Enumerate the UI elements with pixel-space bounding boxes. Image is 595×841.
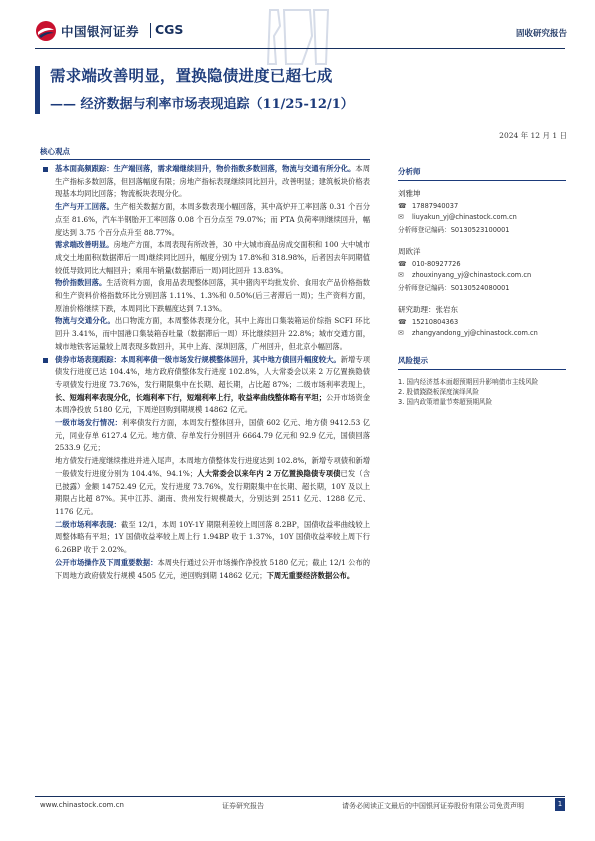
paragraph-text-tail: 公开市场资金本周净投放 5180 亿元，下周逆回购到期规模 14862 亿元。 (55, 392, 371, 415)
paragraph (55, 354, 370, 418)
bullet-marker (43, 358, 48, 363)
brand-name-cn: 中国银河证券 (61, 24, 140, 39)
risk-item: 3. 国内政策增量节奏超预期风险 (398, 398, 493, 406)
paragraph-heading: 物流与交通分化。 (55, 316, 115, 326)
mail-icon: ✉ (398, 329, 404, 337)
analyst-reg (398, 282, 563, 292)
report-date: 2024 年 12 月 1 日 (499, 131, 567, 140)
email-text[interactable]: zhouxinyang_yj@chinastock.com.cn (412, 271, 532, 279)
paragraph-text: 本周央行通过公开市场操作净投放 5180 亿元；截止 12/1 公布的下周地方政府债发行规模 4505 亿元，逆回购到期 14862 亿元； (55, 557, 371, 580)
paragraph-heading: 物价指数回落。 (55, 278, 107, 288)
phone-text: 17887940037 (412, 202, 459, 210)
assistant-email[interactable] (398, 329, 563, 337)
bullet-marker (43, 167, 48, 172)
reg-text: 分析师登记编码：S0130523100001 (398, 226, 510, 234)
risk-heading: 风险提示 (398, 356, 428, 365)
analyst-name: 周欧洋 (398, 247, 421, 256)
phone-icon: ☎ (398, 318, 407, 326)
mail-icon: ✉ (398, 213, 404, 221)
phone-text: 010-80927726 (412, 260, 461, 268)
paragraph (55, 315, 370, 353)
analyst-phone (398, 260, 563, 268)
paragraph-heading: 基本面高频跟踪：生产端回落，需求端继续回升，物价指数多数回落，物流与交通有所分化。 (55, 164, 356, 173)
paragraph-text: 截至 12/1，本周 10Y-1Y 期限利差较上周回落 8.2BP，国债收益率曲线较上周整体略有平坦；1Y 国债收益率较上周上行 1.94BP 收于 1.37%，10Y 国债收益率较上周下行 6.26BP 收于 2.02%。 (55, 519, 371, 555)
paragraph-text: 地方债发行进度继续推进并进入尾声，本周地方债整体发行进度达到 102.8%，新增专项债和新增一般债发行进度分别为 104.4%、94.1%； (55, 456, 370, 478)
report-title: 需求端改善明显，置换隐债进度已超七成 (50, 66, 333, 85)
analyst-email[interactable] (398, 271, 563, 279)
analyst-email[interactable] (398, 213, 563, 221)
analysts-heading: 分析师 (398, 167, 421, 176)
risk-list (398, 377, 563, 407)
page-number: 1 (555, 798, 565, 811)
paragraph (55, 519, 370, 557)
header-divider (35, 48, 565, 49)
paragraph-emphasis: 人大常委会以来年内 2 万亿置换隐债专项债 (197, 468, 341, 478)
phone-text: 15210804363 (412, 318, 459, 326)
paragraph-heading: 生产与开工回落。 (55, 202, 114, 212)
title-accent-bar (35, 66, 40, 114)
report-type-label: 固收研究报告 (515, 29, 567, 39)
paragraph-text: 房地产方面，本周表现有所改善，30 中大城市商品房成交面积和 100 大中城市成交土地面积(数据滞后一周)继续同比回升，幅度分别为 17.8%和 318.98%，后者因去年同期值较低导致同比大幅回升；乘用车销量(数据滞后一周)同比回升 13.83%。 (55, 240, 371, 275)
paragraph (55, 239, 370, 277)
report-subtitle: —— 经济数据与利率市场表现追踪（11/25-12/1） (50, 97, 354, 112)
mail-icon: ✉ (398, 271, 404, 279)
brand-logo-icon (35, 20, 57, 42)
paragraph-emphasis: 下周无重要经济数据公布。 (266, 570, 355, 580)
paragraph-emphasis: 长、短端利率表现分化，长端利率下行，短端利率上行，收益率曲线整体略有平坦； (55, 392, 327, 402)
paragraph (55, 455, 370, 519)
core-view-label: 核心观点 (40, 147, 70, 156)
footer-website-link[interactable]: www.chinastock.com.cn (40, 801, 124, 809)
footer-doc-type: 证券研究报告 (222, 802, 264, 810)
core-view-body (55, 163, 370, 582)
analyst-reg (398, 224, 563, 234)
paragraph-heading: 二级市场利率表现： (55, 519, 122, 529)
footer-disclaimer: 请务必阅读正文最后的中国银河证券股份有限公司免责声明 (342, 802, 524, 810)
paragraph-text: 出口物流方面，本周整体表现分化，其中上海出口集装箱运价综指 SCFI 环比回升 3.41%，而中国港口集装箱吞吐量（数据滞后一周）环比继续回升 22.8%；城市交通方面，城市地铁客运量较上周表现多数回升，其中上海、深圳回落，广州回升，但北京小幅回落。 (55, 316, 370, 351)
phone-icon: ☎ (398, 202, 407, 210)
core-view-divider (40, 159, 370, 160)
reg-text: 分析师登记编码：S0130524080001 (398, 284, 510, 292)
paragraph (55, 201, 370, 239)
risk-item: 2. 股债跷跷板深度演绎风险 (398, 388, 479, 396)
paragraph-text-tail: 已发（含已披露）金额 14752.49 亿元，发行进度 73.76%，发行期限集中在长期、超长期，10Y 及以上期限占比超 87%。其中江苏、湖南、贵州发行规模最大，分别达到 2511 亿元、1288 亿元、1176 亿元。 (55, 468, 370, 516)
risk-divider (398, 369, 566, 370)
analyst-panel (398, 166, 563, 407)
analysts-divider (398, 180, 566, 181)
email-text[interactable]: zhangyandong_yj@chinastock.com.cn (412, 329, 538, 337)
paragraph (55, 277, 370, 315)
paragraph (55, 417, 370, 455)
paragraph-heading: 公开市场操作及下周重要数据： (55, 557, 158, 567)
analyst-phone (398, 202, 563, 210)
watermark-graphic (262, 6, 332, 68)
paragraph-text: 生活资料方面，食用品表现整体回落，其中猪肉平均批发价、食用农产品价格指数和生产资料价格指数环比分别回落 1.11%、1.3%和 0.50%(后三者滞后一周)；生产资料方面，原油价格继续下跌，本周同比下跌幅度达到 7.13%。 (55, 278, 371, 313)
email-text[interactable]: liuyakun_yj@chinastock.com.cn (412, 213, 517, 221)
paragraph-heading: 债券市场表现跟踪：本周利率债一级市场发行规模整体回升，其中地方债回升幅度较大。 (55, 354, 341, 364)
paragraph (55, 557, 370, 582)
paragraph (55, 163, 370, 201)
risk-item: 1. 国内经济基本面超预期回升影响债市主线风险 (398, 378, 539, 386)
assistant-phone (398, 318, 563, 326)
paragraph-text: 新增专项债发行进度已达 104.4%，地方政府债整体发行进度 102.8%，人大常委会以来 2 万亿置换隐债专项债发行进度 73.76%，发行期限集中在长期、超长期，占比超 87%；二级市场利率表现上， (55, 354, 371, 389)
paragraph-text: 利率债发行方面，本周发行整体回升，国债 602 亿元、地方债 9412.53 亿元，同业存单 6127.4 亿元。地方债、存单发行分别回升 6664.79 亿元和 92.9 亿元，国债回落 2533.9 亿元； (55, 418, 370, 453)
paragraph-text: 本周生产指标多数回落，但回落幅度有限；房地产指标表现继续同比回升，改善明显；建筑板块价格表现基本均同比回落；物流板块表现分化。 (55, 164, 370, 199)
assistant-name: 研究助理：张岩东 (398, 305, 458, 314)
paragraph-heading: 一级市场发行情况： (55, 418, 123, 428)
phone-icon: ☎ (398, 260, 407, 268)
footer-divider (35, 796, 565, 797)
paragraph-text: 生产相关数据方面，本周多数表现小幅回落，其中高炉开工率回落 0.31 个百分点至 81.6%，汽车半钢胎开工率回落 0.08 个百分点至 79.07%；而 PTA 负荷率则继续回升，幅度达到 3.75 个百分点升至 88.77%。 (55, 202, 370, 237)
brand-name-en: CGS (155, 22, 184, 37)
brand-separator (150, 23, 151, 38)
paragraph-heading: 需求端改善明显。 (55, 240, 114, 250)
analyst-name: 刘雅坤 (398, 189, 421, 198)
